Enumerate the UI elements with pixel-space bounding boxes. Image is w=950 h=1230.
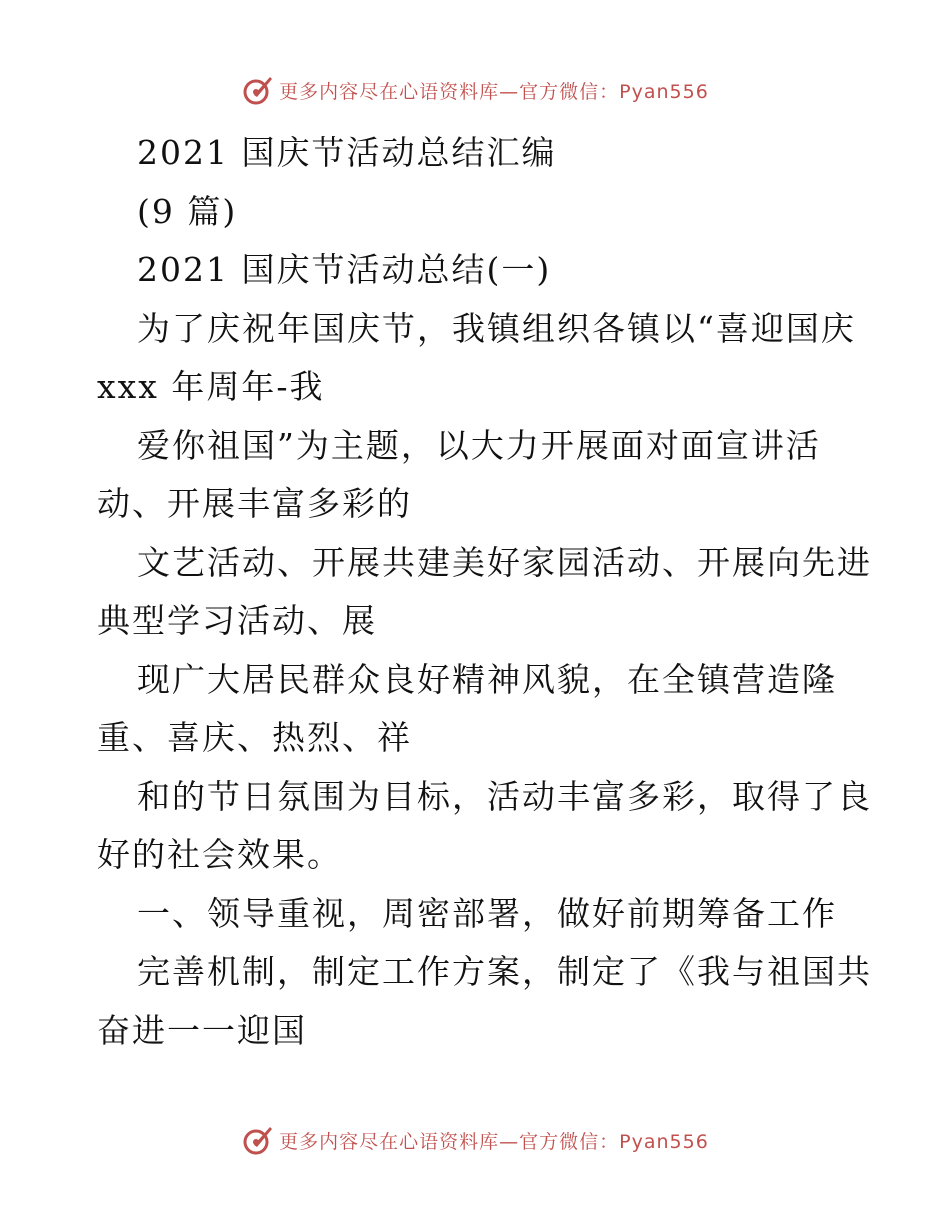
text-line: (9 篇) — [137, 191, 238, 231]
text-line: 好的社会效果。 — [97, 835, 342, 874]
quill-pen-logo-icon — [241, 73, 275, 107]
footer-banner — [0, 1120, 950, 1160]
text-line: 为了庆祝年国庆节，我镇组织各镇以“喜迎国庆 — [137, 308, 856, 348]
text-line: 现广大居民群众良好精神风貌，在全镇营造隆 — [137, 659, 837, 699]
text-line: 完善机制，制定工作方案，制定了《我与祖国共 — [137, 952, 872, 991]
text-line: 2021 国庆节活动总结汇编 — [137, 133, 557, 172]
banner-text: 更多内容尽在心语资料库—官方微信：Pyan556 — [279, 80, 709, 103]
text-line: 奋进一一迎国 — [97, 1010, 307, 1050]
text-line: 典型学习活动、展 — [97, 601, 377, 640]
text-line: 一、领导重视，周密部署，做好前期筹备工作 — [137, 893, 837, 933]
text-line: 2021 国庆节活动总结(一) — [137, 250, 552, 289]
document-body — [97, 124, 872, 1060]
text-line: 和的节日氛围为目标，活动丰富多彩，取得了良 — [137, 776, 872, 816]
banner-text: 更多内容尽在心语资料库—官方微信：Pyan556 — [279, 1130, 709, 1153]
quill-pen-logo-icon — [241, 1123, 275, 1157]
text-line: xxx 年周年-我 — [97, 367, 325, 406]
text-line: 文艺活动、开展共建美好家园活动、开展向先进 — [137, 542, 872, 582]
text-line: 动、开展丰富多彩的 — [97, 484, 412, 523]
text-line: 重、喜庆、热烈、祥 — [97, 718, 412, 757]
header-banner — [0, 70, 950, 110]
text-line: 爱你祖国”为主题，以大力开展面对面宣讲活 — [137, 425, 821, 465]
